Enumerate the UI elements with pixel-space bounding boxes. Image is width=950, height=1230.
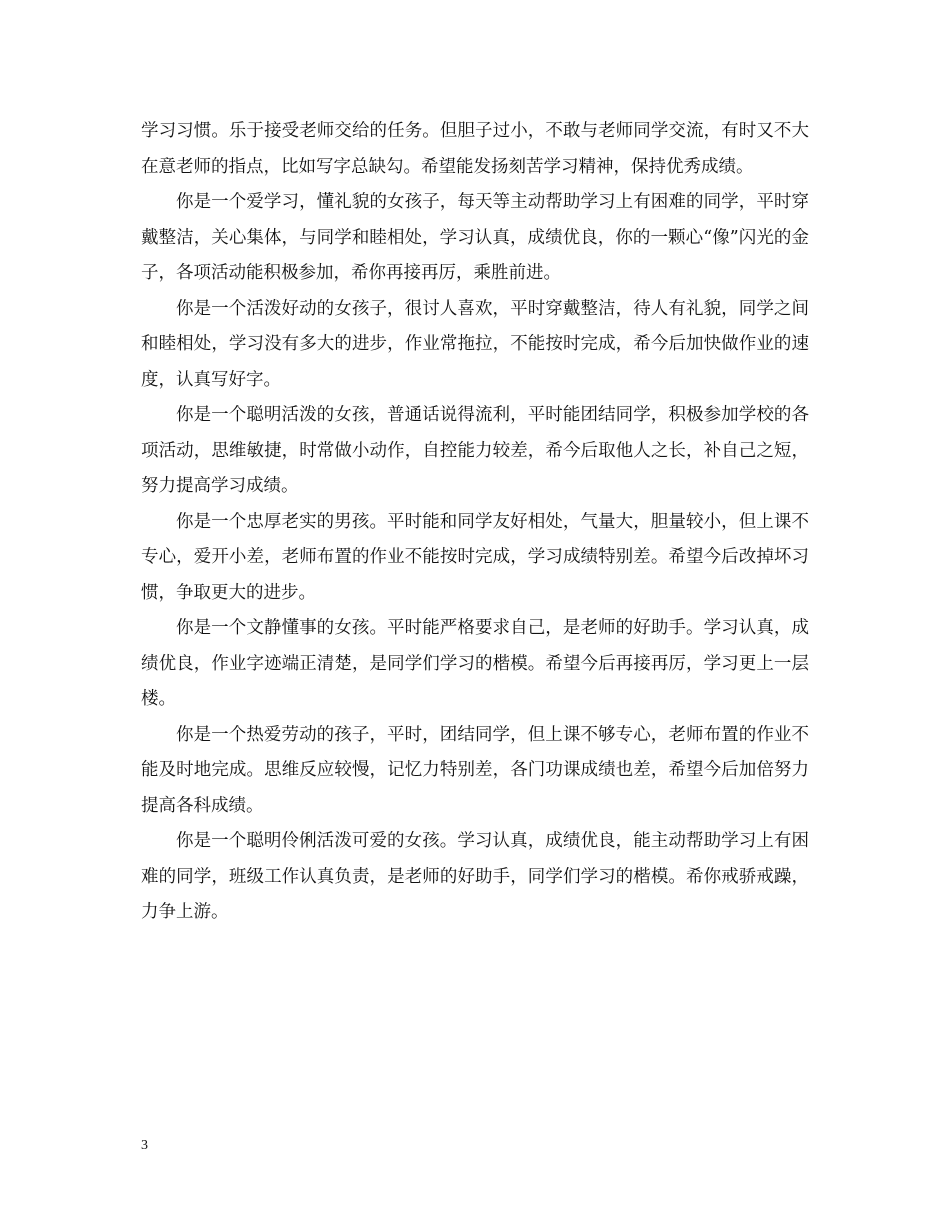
paragraph: 你是一个聪明伶俐活泼可爱的女孩。学习认真，成绩优良，能主动帮助学习上有困难的同学，班级工作认真负责，是老师的好助手，同学们学习的楷模。希你戒骄戒躁，力争上游。 <box>141 831 809 922</box>
page-number: 3 <box>141 1138 148 1153</box>
paragraph: 你是一个热爱劳动的孩子，平时，团结同学，但上课不够专心，老师布置的作业不能及时地完成。思维反应较慢，记忆力特别差，各门功课成绩也差，希望今后加倍努力提高各科成绩。 <box>141 724 809 816</box>
paragraph-continuation: 学习习惯。乐于接受老师交给的任务。但胆子过小，不敢与老师同学交流，有时又不大在意老师的指点，比如写字总缺勾。希望能发扬刻苦学习精神，保持优秀成绩。 <box>141 121 809 177</box>
paragraph: 你是一个爱学习，懂礼貌的女孩子，每天等主动帮助学习上有困难的同学，平时穿戴整洁，关心集体，与同学和睦相处，学习认真，成绩优良，你的一颗心“像”闪光的金子，各项活动能积极参加，希你再接再厉，乘胜前进。 <box>141 192 809 283</box>
paragraph: 你是一个聪明活泼的女孩，普通话说得流利，平时能团结同学，积极参加学校的各项活动，思维敏捷，时常做小动作，自控能力较差，希今后取他人之长，补自己之短，努力提高学习成绩。 <box>141 405 809 496</box>
document-body <box>141 114 809 931</box>
paragraph: 你是一个忠厚老实的男孩。平时能和同学友好相处，气量大，胆量较小，但上课不专心，爱开小差，老师布置的作业不能按时完成，学习成绩特别差。希望今后改掉坏习惯，争取更大的进步。 <box>141 511 809 603</box>
paragraph: 你是一个文静懂事的女孩。平时能严格要求自己，是老师的好助手。学习认真，成绩优良，作业字迹端正清楚，是同学们学习的楷模。希望今后再接再厉，学习更上一层楼。 <box>141 618 809 709</box>
paragraph: 你是一个活泼好动的女孩子，很讨人喜欢，平时穿戴整洁，待人有礼貌，同学之间和睦相处，学习没有多大的进步，作业常拖拉，不能按时完成，希今后加快做作业的速度，认真写好字。 <box>141 298 809 390</box>
